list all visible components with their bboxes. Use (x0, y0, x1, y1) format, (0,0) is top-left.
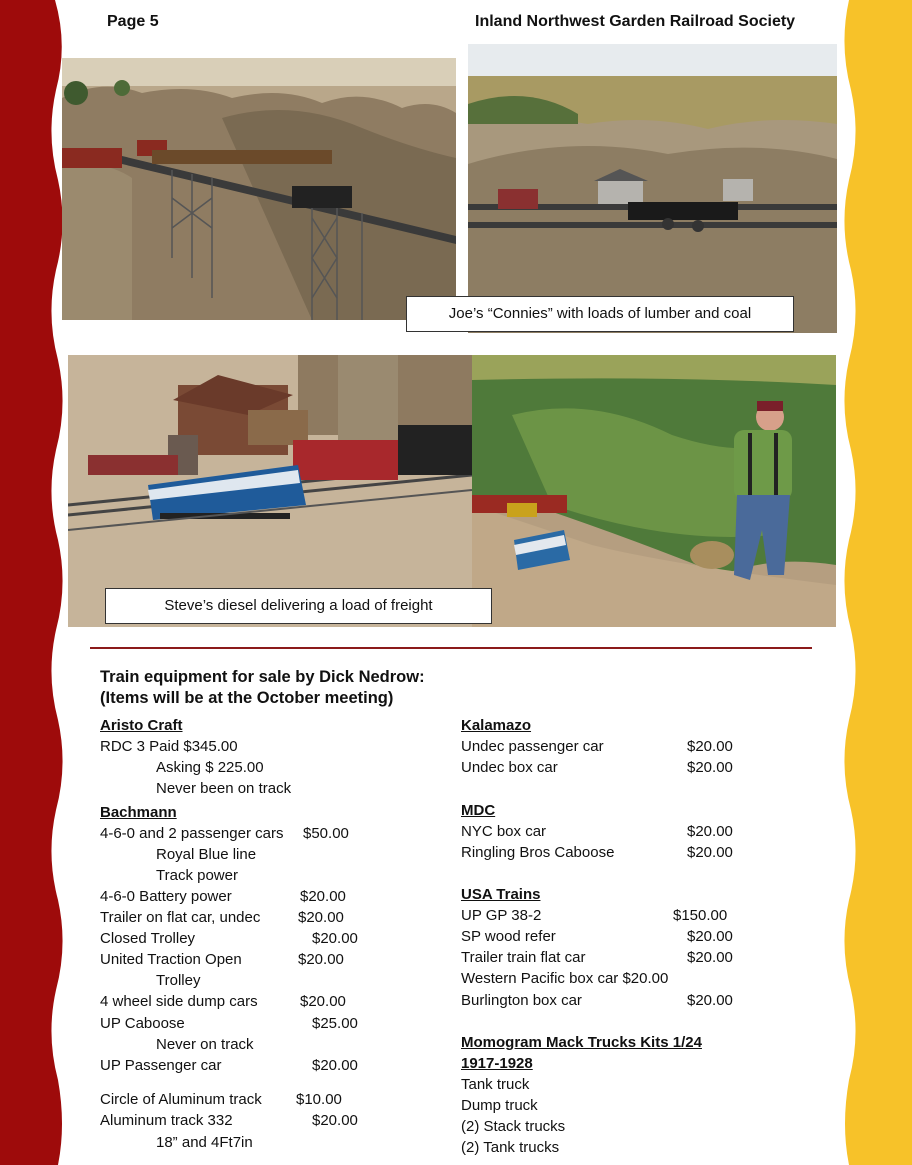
section-usa-trains: USA Trains (461, 886, 541, 903)
list-item-price: $20.00 (312, 930, 358, 947)
list-item-price: $20.00 (298, 909, 344, 926)
list-item-price: $20.00 (687, 928, 733, 945)
list-item-price: $50.00 (303, 825, 349, 842)
left-wavy-border (0, 0, 70, 1165)
list-item-price: $20.00 (687, 949, 733, 966)
page-number: Page 5 (107, 13, 159, 30)
list-item-name: United Traction Open (100, 951, 242, 968)
list-item-name: Aluminum track 332 (100, 1112, 233, 1129)
sale-title-line-1: Train equipment for sale by Dick Nedrow: (100, 668, 425, 686)
list-item-name: 4-6-0 Battery power (100, 888, 232, 905)
list-item-price: $20.00 (687, 844, 733, 861)
list-item-price: $20.00 (687, 992, 733, 1009)
list-item-name: Trailer on flat car, undec (100, 909, 261, 926)
list-item-name: SP wood refer (461, 928, 556, 945)
list-item-price: $20.00 (687, 823, 733, 840)
section-bachmann: Bachmann (100, 804, 177, 821)
list-item-price: $25.00 (312, 1015, 358, 1032)
list-item-name: Undec passenger car (461, 738, 604, 755)
list-item-name: UP Caboose (100, 1015, 185, 1032)
caption-connies: Joe’s “Connies” with loads of lumber and coal (406, 296, 794, 332)
photo-train-buildings (468, 44, 837, 333)
list-item-note: Track power (156, 867, 238, 884)
list-item-name: UP GP 38-2 (461, 907, 542, 924)
list-item-name: Trailer train flat car (461, 949, 586, 966)
section-mdc: MDC (461, 802, 496, 819)
list-item-note: Royal Blue line (156, 846, 257, 863)
list-item: Tank truck (461, 1076, 530, 1093)
list-item-name: 4-6-0 and 2 passenger cars (100, 825, 284, 842)
list-item-price: $20.00 (312, 1112, 358, 1129)
list-item: (2) Stack trucks (461, 1118, 566, 1135)
sale-title-line-2: (Items will be at the October meeting) (100, 689, 394, 707)
section-mack-years: 1917-1928 (461, 1055, 533, 1072)
list-item: RDC 3 Paid $345.00 (100, 738, 238, 755)
list-item-note: Never on track (156, 1036, 254, 1053)
list-item-price: $20.00 (312, 1057, 358, 1074)
list-item-note: 18” and 4Ft7in (156, 1134, 253, 1151)
list-item-name: Ringling Bros Caboose (461, 844, 615, 861)
list-item-price: $20.00 (687, 738, 733, 755)
section-aristo-craft: Aristo Craft (100, 717, 183, 734)
list-item-price: $10.00 (296, 1091, 342, 1108)
list-item-price: $20.00 (298, 951, 344, 968)
section-kalamazo: Kalamazo (461, 717, 532, 734)
list-item-name: Closed Trolley (100, 930, 196, 947)
list-item-name: Circle of Aluminum track (100, 1091, 262, 1108)
list-item: Western Pacific box car $20.00 (461, 970, 669, 987)
list-item-note: Asking $ 225.00 (156, 759, 264, 776)
list-item: (2) Tank trucks (461, 1139, 560, 1156)
list-item-price: $20.00 (300, 993, 346, 1010)
list-item-price: $20.00 (300, 888, 346, 905)
list-item-note: Trolley (156, 972, 201, 989)
list-item: Dump truck (461, 1097, 538, 1114)
list-item-price: $20.00 (687, 759, 733, 776)
list-item-name: 4 wheel side dump cars (100, 993, 258, 1010)
list-item-name: UP Passenger car (100, 1057, 222, 1074)
right-wavy-border (837, 0, 912, 1165)
section-mack-trucks: Momogram Mack Trucks Kits 1/24 (461, 1034, 702, 1051)
list-item-name: Burlington box car (461, 992, 582, 1009)
caption-diesel: Steve’s diesel delivering a load of freight (105, 588, 492, 624)
photo-man-walking (472, 355, 836, 627)
society-name: Inland Northwest Garden Railroad Society (475, 13, 796, 30)
section-divider (90, 647, 812, 649)
list-item-price: $150.00 (673, 907, 728, 924)
photo-bridge-train (62, 58, 456, 320)
photo-diesel-freight (68, 355, 472, 627)
list-item-note: Never been on track (156, 780, 292, 797)
sale-heading (100, 667, 425, 709)
list-item-name: Undec box car (461, 759, 558, 776)
list-item-name: NYC box car (461, 823, 547, 840)
